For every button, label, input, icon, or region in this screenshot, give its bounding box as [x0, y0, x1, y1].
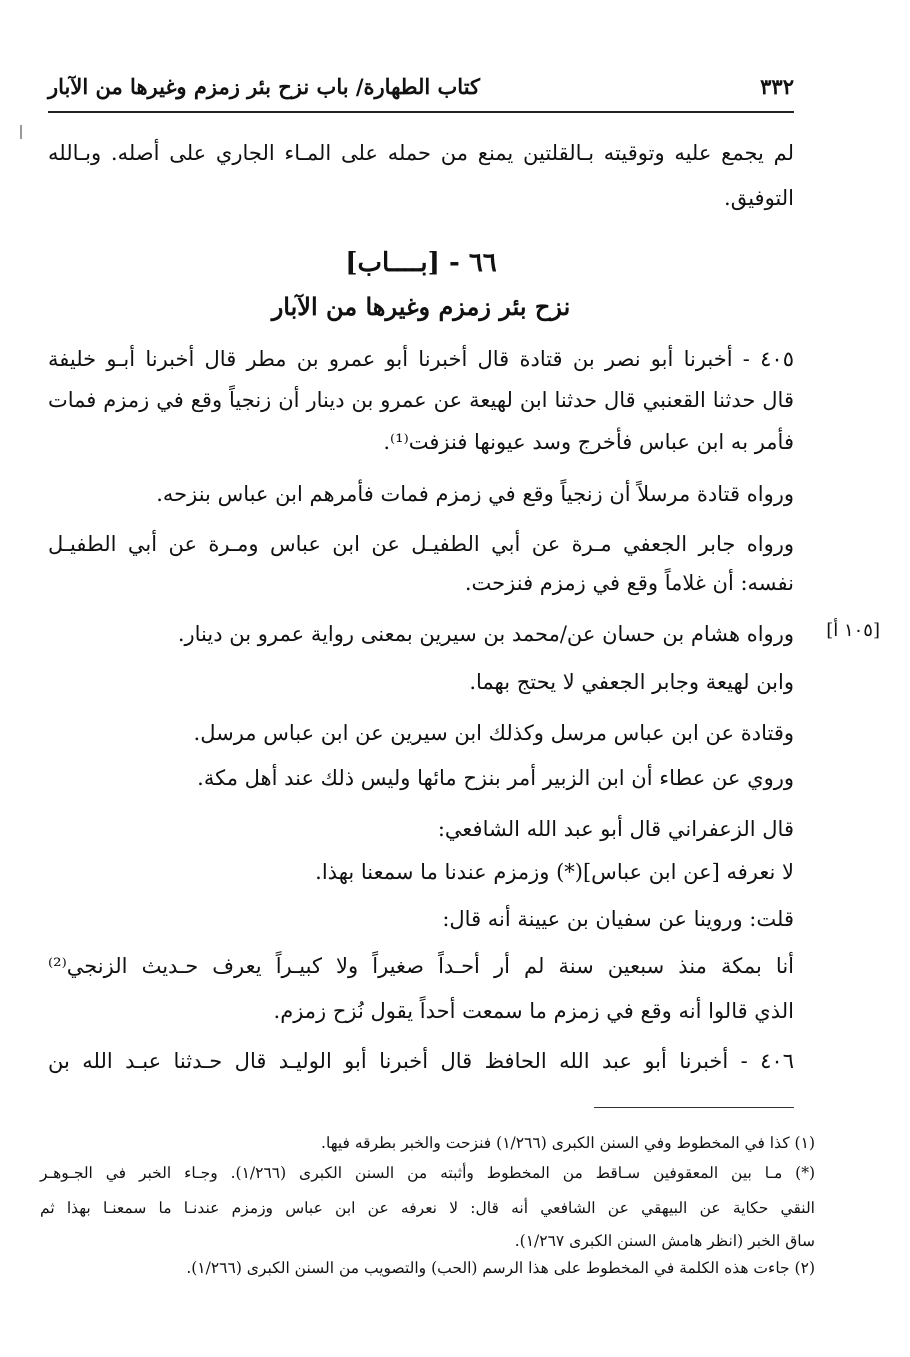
body-line: نفسه: أن غلاماً وقع في زمزم فنزحت.	[464, 571, 794, 595]
body-line: وابن لهيعة وجابر الجعفي لا يحتج بهما.	[469, 670, 794, 694]
chapter-title: نزح بئر زمزم وغيرها من الآبار	[271, 292, 571, 321]
footnote-line: (٢) جاءت هذه الكلمة في المخطوط على هذا الرسم (الحب) والتصويب من السنن الكبرى (١/٢٦٦).	[186, 1259, 815, 1277]
header-divider	[48, 111, 794, 113]
page-header	[48, 66, 794, 106]
footnote-line: (*) مـا بين المعقوفين سـاقط من المخطوط وأثبته من السنن الكبرى (١/٢٦٦). وجـاء الخبر في الجـوهـر	[40, 1164, 816, 1182]
body-line: ٤٠٦ - أخبرنا أبو عبد الله الحافظ قال أخبرنا أبو الوليـد قال حـدثنا عبـد الله بن	[48, 1049, 794, 1073]
running-title: كتاب الطهارة/ باب نزح بئر زمزم وغيرها من الآبار	[48, 73, 481, 99]
intro-line: التوفيق.	[724, 186, 794, 210]
body-line: لا نعرفه [عن ابن عباس](*) وزمزم عندنا ما سمعنا بهذا.	[315, 860, 794, 884]
body-line: ٤٠٥ - أخبرنا أبو نصر بن قتادة قال أخبرنا أبو عمرو بن مطر قال أخبرنا أبـو خليفة	[48, 347, 794, 371]
body-line: وروي عن عطاء أن ابن الزبير أمر بنزح مائها وليس ذلك عند أهل مكة.	[197, 766, 794, 790]
scan-mark	[20, 125, 22, 139]
manuscript-folio-note: [١٠٥ أ]	[826, 620, 880, 641]
body-line: وقتادة عن ابن عباس مرسل وكذلك ابن سيرين عن ابن عباس مرسل.	[193, 721, 794, 745]
footnote-divider	[594, 1107, 794, 1108]
footnote-line: ساق الخبر (انظر هامش السنن الكبرى ١/٢٦٧).	[514, 1232, 815, 1250]
body-line: ورواه جابر الجعفي مـرة عن أبي الطفيـل عن ابن عباس ومـرة عن أبي الطفيـل	[48, 532, 794, 556]
body-line: قال حدثنا القعنبي قال حدثنا ابن لهيعة عن عمرو بن دينار أن زنجياً وقع في زمزم فمات	[48, 388, 794, 412]
body-line: فأمر به ابن عباس فأخرج وسد عيونها فنزفت⁽¹⁾.	[383, 430, 794, 454]
footnote-line: (١) كذا في المخطوط وفي السنن الكبرى (١/٢٦٦) فنزحت والخبر بطرقه فيها.	[321, 1134, 815, 1152]
body-line: أنا بمكة منذ سبعين سنة لم أر أحـداً صغيراً ولا كبيـراً يعرف حـديث الزنجي⁽²⁾	[48, 954, 794, 978]
page-number: ٣٣٢	[760, 73, 794, 99]
body-line: قلت: وروينا عن سفيان بن عيينة أنه قال:	[442, 907, 794, 931]
chapter-number: ٦٦ - [بــــاب]	[345, 248, 497, 278]
body-line: ورواه هشام بن حسان عن/محمد بن سيرين بمعنى رواية عمرو بن دينار.	[177, 622, 794, 646]
intro-line: لم يجمع عليه وتوقيته بـالقلتين يمنع من حمله على المـاء الجاري على أصله. وبـالله	[48, 141, 794, 165]
footnote-line: النقي حكاية عن البيهقي عن الشافعي أنه قال: لا نعرفه عن ابن عباس وزمزم عندنـا ما سمعنـا بهذا ثم	[40, 1199, 815, 1217]
body-line: قال الزعفراني قال أبو عبد الله الشافعي:	[437, 817, 794, 841]
body-line: ورواه قتادة مرسلاً أن زنجياً وقع في زمزم فمات فأمرهم ابن عباس بنزحه.	[156, 482, 794, 506]
body-line: الذي قالوا أنه وقع في زمزم ما سمعت أحداً يقول نُزح زمزم.	[273, 999, 794, 1023]
